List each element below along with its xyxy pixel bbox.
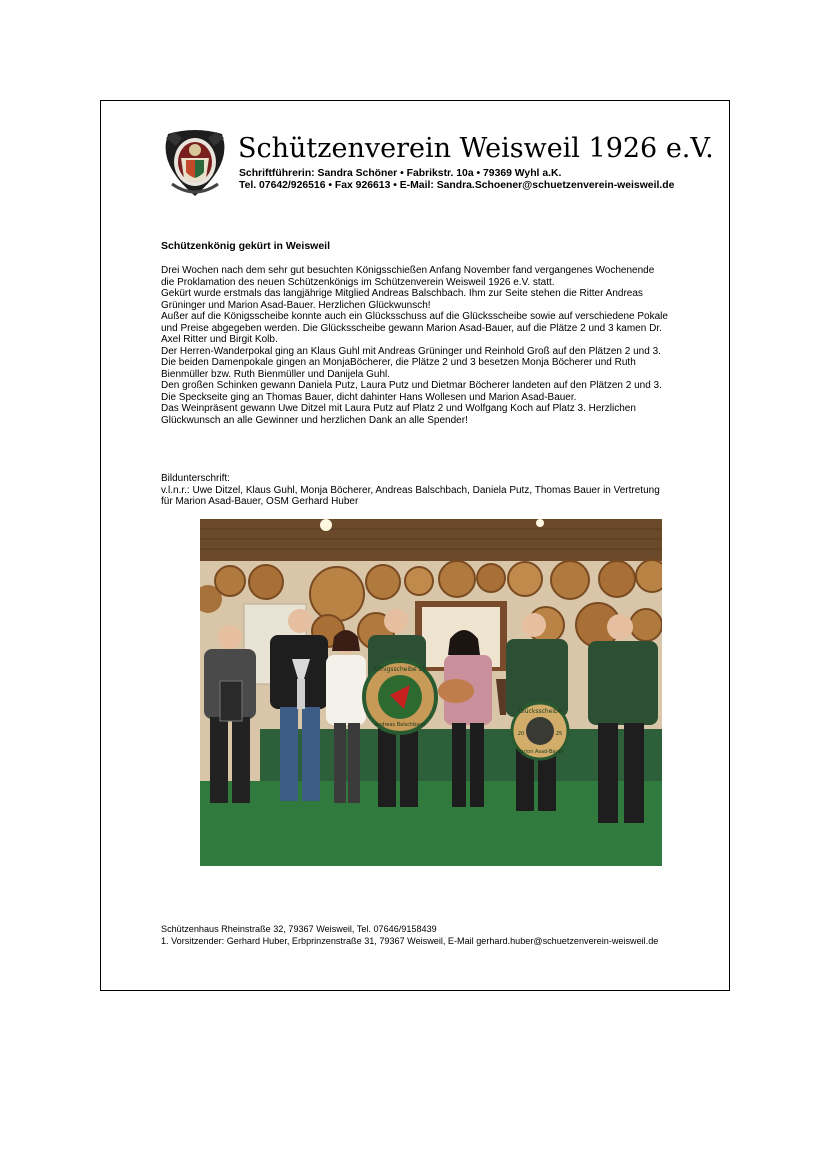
royal-target-label: Königsscheibe 25: [373, 666, 427, 673]
footer-line-clubhouse: Schützenhaus Rheinstraße 32, 79367 Weisweil, Tel. 07646/9158439: [161, 924, 437, 934]
article-body: [161, 265, 706, 426]
caption-label: Bildunterschrift:: [161, 473, 230, 484]
article-line: die Proklamation des neuen Schützenkönigs im Schützenverein Weisweil 1926 e.V. statt.: [161, 276, 555, 288]
contact-line-phone-email: Tel. 07642/926516 • Fax 926613 • E-Mail: Sandra.Schoener@schuetzenverein-weisweil.de: [239, 180, 675, 191]
page-footer: [161, 924, 658, 947]
article-line: und Preise abgegeben werden. Die Glücksscheibe gewann Marion Asad-Bauer, auf die Plätze 2 und 3 kamen Dr.: [161, 322, 662, 334]
ceiling-lamp: [320, 519, 332, 531]
club-crest-logo: [162, 128, 228, 198]
article-line: Bienmüller bzw. Ruth Bienmüller und Danijela Guhl.: [161, 368, 391, 380]
article-headline: Schützenkönig gekürt in Weisweil: [161, 240, 330, 252]
caption-line: v.l.n.r.: Uwe Ditzel, Klaus Guhl, Monja Böcherer, Andreas Balschbach, Daniela Putz, Thomas Bauer in Vertretung: [161, 484, 660, 496]
group-photo: [200, 519, 662, 866]
article-line: Axel Ritter und Birgit Kolb.: [161, 334, 278, 345]
contact-line-address: Schriftführerin: Sandra Schöner • Fabrikstr. 10a • 79369 Wyhl a.K.: [239, 168, 562, 179]
lucky-target-label: Glücksscheibe: [518, 708, 562, 715]
footer-line-chairman: 1. Vorsitzender: Gerhard Huber, Erbprinzenstraße 31, 79367 Weisweil, E-Mail gerhard.huber@schuetzenverein-weisweil.de: [161, 935, 659, 946]
article-line: Den großen Schinken gewann Daniela Putz, Laura Putz und Dietmar Böcherer landeten auf den Plätzen 2 und 3.: [161, 380, 662, 391]
lucky-target-year-right: 25: [555, 731, 563, 737]
article-line: Glückwunsch an alle Gewinner und herzlichen Dank an alle Spender!: [161, 414, 468, 426]
caption-line: für Marion Asad-Bauer, OSM Gerhard Huber: [161, 496, 359, 507]
wood-ceiling: [200, 519, 662, 561]
article-line: Der Herren-Wanderpokal ging an Klaus Guhl mit Andreas Grüninger und Reinhold Groß auf den Plätzen 2 und 3.: [161, 345, 661, 357]
article-line: Das Weinpräsent gewann Uwe Ditzel mit Laura Putz auf Platz 2 und Wolfgang Koch auf Platz 3. Herzlichen: [161, 403, 636, 414]
group-photo-illustration: [200, 519, 662, 866]
lucky-target-name: Marion Asad-Bauer: [516, 749, 564, 755]
article-line: Die Speckseite ging an Thomas Bauer, dicht dahinter Hans Wollesen und Marion Asad-Bauer.: [161, 391, 577, 403]
article-line: Die beiden Damenpokale gingen an MonjaBöcherer, die Plätze 2 und 3 besetzen Monja Böcherer und Ruth: [161, 357, 636, 368]
ceiling-lamp: [536, 519, 544, 527]
royal-target-name: Andreas Balschbach: [374, 722, 426, 728]
article-line: Gekürt wurde erstmals das langjährige Mitglied Andreas Balschbach. Ihm zur Seite stehen die Ritter Andreas: [161, 288, 643, 299]
article-line: Außer auf die Königsscheibe konnte auch ein Glücksschuss auf die Glücksscheibe sowie auf verschiedene Pokale: [161, 311, 668, 322]
lucky-target-year-left: 20: [517, 731, 525, 737]
green-floor: [200, 781, 662, 866]
article-line: Drei Wochen nach dem sehr gut besuchten Königsschießen Anfang November fand vergangenes Wochenende: [161, 265, 655, 276]
article-line: Grüninger und Marion Asad-Bauer. Herzlichen Glückwunsch!: [161, 299, 431, 311]
club-name-title: Schützenverein Weisweil 1926 e.V.: [238, 133, 714, 164]
photo-caption: [161, 473, 706, 508]
